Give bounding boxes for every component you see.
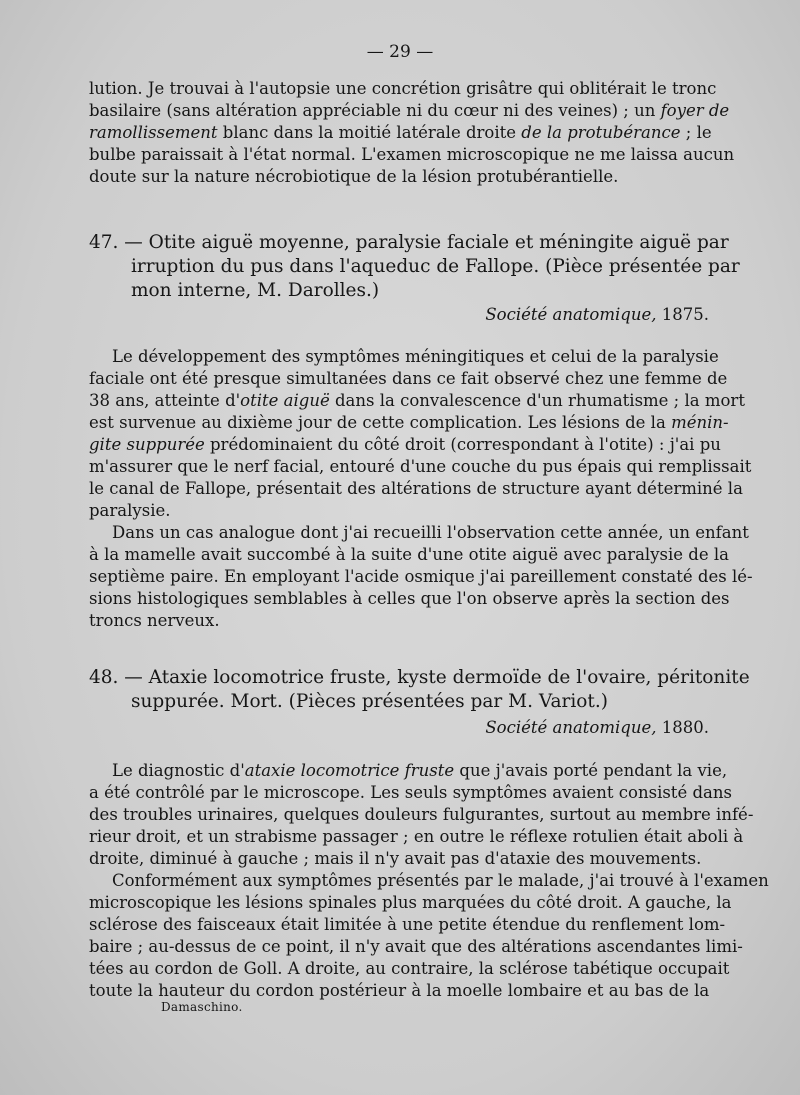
text-line: paralysie. <box>89 501 171 520</box>
case-48-source: Société anatomique, 1880. <box>485 718 709 737</box>
text-line: septième paire. En employant l'acide osmique j'ai pareillement constaté des lé- <box>89 567 753 586</box>
text-line: microscopique les lésions spinales plus marquées du côté droit. A gauche, la <box>89 893 732 912</box>
text-line: basilaire (sans altération appréciable ni du cœur ni des veines) ; un foyer de <box>89 101 730 120</box>
text-line: m'assurer que le nerf facial, entouré d'une couche du pus épais qui remplissait <box>89 457 752 476</box>
text-line: est survenue au dixième jour de cette complication. Les lésions de la ménin- <box>89 413 729 432</box>
text-line: à la mamelle avait succombé à la suite d'une otite aiguë avec paralysie de la <box>89 545 729 564</box>
text-line: Le diagnostic d'ataxie locomotrice fruste que j'avais porté pendant la vie, <box>112 761 728 780</box>
text-line: troncs nerveux. <box>89 611 220 630</box>
text-line: 38 ans, atteinte d'otite aiguë dans la convalescence d'un rhumatisme ; la mort <box>89 391 745 410</box>
text-line: tées au cordon de Goll. A droite, au contraire, la sclérose tabétique occupait <box>89 959 730 978</box>
text-line: bulbe paraissait à l'état normal. L'examen microscopique ne me laissa aucun <box>89 145 735 164</box>
text-line: sclérose des faisceaux était limitée à une petite étendue du renflement lom- <box>89 915 726 934</box>
page-number: — 29 — <box>366 42 434 62</box>
text-line: a été contrôlé par le microscope. Les seuls symptômes avaient consisté dans <box>89 783 732 802</box>
text-line: Le développement des symptômes méningitiques et celui de la paralysie <box>112 347 719 366</box>
text-line: baire ; au-dessus de ce point, il n'y avait que des altérations ascendantes limi- <box>89 937 743 956</box>
printer-signature: Damaschino. <box>161 1000 243 1014</box>
text-line: lution. Je trouvai à l'autopsie une concrétion grisâtre qui oblitérait le tronc <box>89 79 717 98</box>
text-line: gite suppurée prédominaient du côté droit (correspondant à l'otite) : j'ai pu <box>89 435 721 454</box>
text-line: ramollissement blanc dans la moitié latérale droite de la protubérance ; le <box>89 123 712 142</box>
text-line: des troubles urinaires, quelques douleurs fulgurantes, surtout au membre infé- <box>89 805 754 824</box>
case-47-heading: irruption du pus dans l'aqueduc de Fallope. (Pièce présentée par <box>131 256 740 277</box>
case-48-heading: 48. — Ataxie locomotrice fruste, kyste dermoïde de l'ovaire, péritonite <box>89 667 750 688</box>
text-line: faciale ont été presque simultanées dans ce fait observé chez une femme de <box>89 369 728 388</box>
case-48-heading: suppurée. Mort. (Pièces présentées par M. Variot.) <box>131 691 608 712</box>
text-line: toute la hauteur du cordon postérieur à la moelle lombaire et au bas de la <box>89 981 710 1000</box>
text-line: sions histologiques semblables à celles que l'on observe après la section des <box>89 589 730 608</box>
text-line: rieur droit, et un strabisme passager ; en outre le réflexe rotulien était aboli à <box>89 827 744 846</box>
case-47-heading: mon interne, M. Darolles.) <box>131 280 380 301</box>
text-line: Conformément aux symptômes présentés par le malade, j'ai trouvé à l'examen <box>112 871 769 890</box>
text-line: doute sur la nature nécrobiotique de la lésion protubérantielle. <box>89 167 619 186</box>
text-line: Dans un cas analogue dont j'ai recueilli l'observation cette année, un enfant <box>112 523 749 542</box>
case-47-source: Société anatomique, 1875. <box>485 305 709 324</box>
text-line: droite, diminué à gauche ; mais il n'y avait pas d'ataxie des mouvements. <box>89 849 702 868</box>
text-line: le canal de Fallope, présentait des altérations de structure ayant déterminé la <box>89 479 743 498</box>
case-47-heading: 47. — Otite aiguë moyenne, paralysie faciale et méningite aiguë par <box>89 232 729 253</box>
